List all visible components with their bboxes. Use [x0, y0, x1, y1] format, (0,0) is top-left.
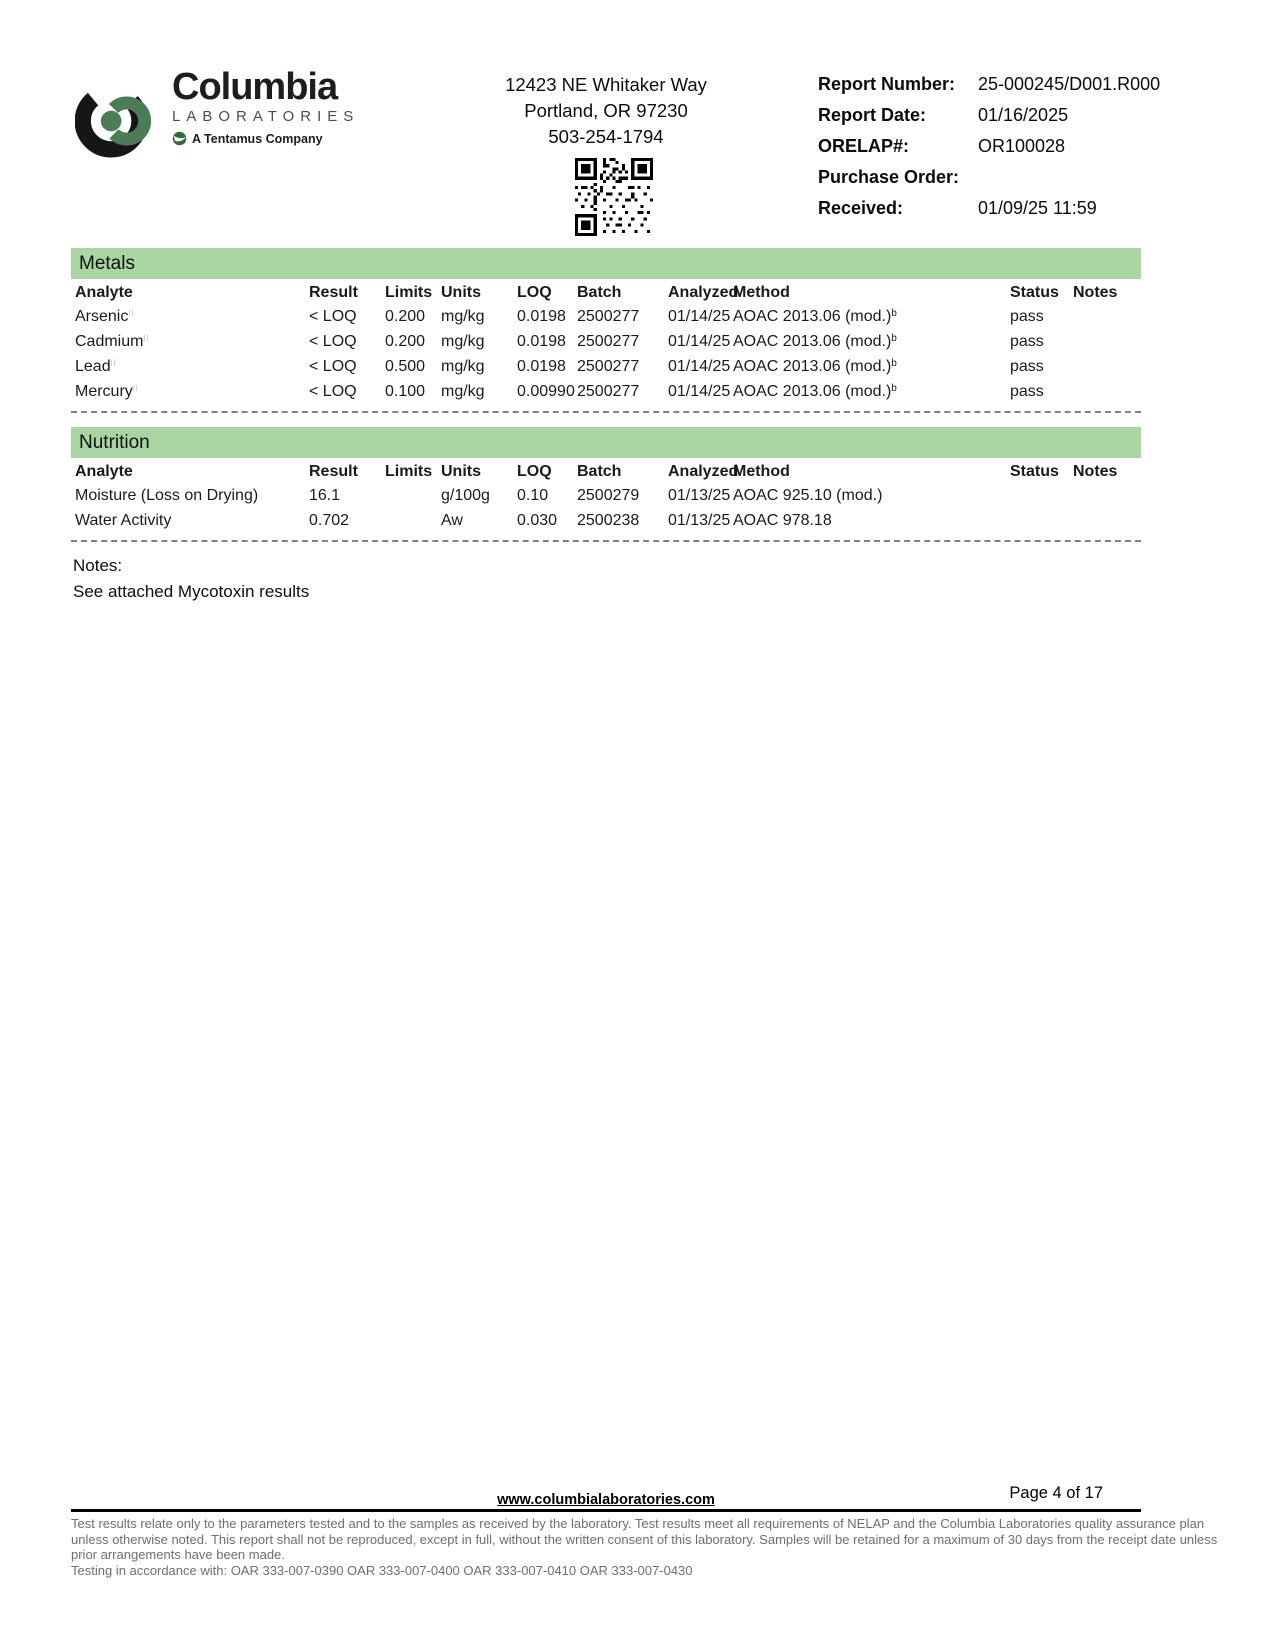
col-analyte: Analyte — [75, 463, 133, 480]
cell-result: < LOQ — [309, 382, 357, 400]
col-method: Method — [733, 284, 790, 301]
col-status: Status — [1010, 284, 1059, 301]
lab-address — [430, 72, 782, 150]
cell-result: < LOQ — [309, 307, 357, 325]
cell-notes — [1073, 329, 1141, 354]
col-result: Result — [309, 284, 358, 301]
orelap-value: OR100028 — [978, 136, 1066, 156]
cell-analyte — [71, 304, 309, 329]
received-label: Received: — [818, 198, 904, 218]
website-link[interactable]: www.columbialaboratories.com — [497, 1492, 715, 1508]
cell-method — [733, 354, 1010, 379]
method-name: AOAC 2013.06 (mod.) — [733, 307, 892, 325]
cell-status: pass — [1010, 307, 1044, 325]
report-number-label: Report Number: — [818, 74, 956, 94]
cell-batch: 2500238 — [577, 511, 640, 529]
cell-analyte: Water Activity — [75, 511, 172, 529]
brand-subtitle: LABORATORIES — [172, 108, 360, 125]
method-footnote: b — [891, 382, 897, 394]
tentamus-leaf-icon — [172, 131, 187, 146]
cell-result: < LOQ — [309, 332, 357, 350]
col-analyzed: Analyzed — [668, 284, 739, 301]
table-row — [71, 329, 1141, 354]
table-row — [71, 483, 1141, 508]
disclaimer-line: unless otherwise noted. This report shall not be reproduced, except in full, without the written consent of this laboratory. Samples will be retained for a maximum of 30 days from the receipt date unless — [71, 1531, 1218, 1547]
cell-analyzed: 01/14/25 — [668, 307, 731, 325]
col-loq: LOQ — [517, 284, 552, 301]
cell-batch: 2500279 — [577, 486, 640, 504]
analyte-name: Mercury — [75, 382, 133, 400]
cell-analyte — [71, 379, 309, 404]
cell-analyzed: 01/14/25 — [668, 332, 731, 350]
cell-units: mg/kg — [441, 332, 485, 350]
cell-analyte: Moisture (Loss on Drying) — [75, 486, 259, 504]
notes-label: Notes: — [73, 556, 123, 575]
cell-limits: 0.100 — [385, 382, 426, 400]
tentamus-tagline — [172, 131, 359, 146]
footnote-mark: ll — [143, 332, 150, 343]
footer-divider — [71, 1509, 1141, 1512]
orelap-label: ORELAP#: — [818, 136, 910, 156]
nutrition-section-header: Nutrition — [71, 427, 1141, 458]
cell-loq: 0.00990 — [517, 382, 575, 400]
address-line1: 12423 NE Whitaker Way — [505, 74, 707, 95]
method-footnote: b — [891, 332, 897, 344]
cell-loq: 0.0198 — [517, 307, 566, 325]
nutrition-header-row — [71, 461, 1141, 483]
cell-method: AOAC 925.10 (mod.) — [733, 486, 883, 504]
cell-notes — [1073, 354, 1141, 379]
col-loq: LOQ — [517, 463, 552, 480]
cell-units: Aw — [441, 511, 463, 529]
analyte-name: Cadmium — [75, 332, 144, 350]
cell-loq: 0.10 — [517, 486, 549, 504]
notes-text: See attached Mycotoxin results — [73, 582, 310, 601]
cell-batch: 2500277 — [577, 357, 640, 375]
cell-status: pass — [1010, 357, 1044, 375]
cell-method — [733, 329, 1010, 354]
brand-name: Columbia — [172, 66, 338, 108]
col-result: Result — [309, 463, 358, 480]
disclaimer-line: Test results relate only to the parameters tested and to the samples as received by the laboratory. Test results meet all requirements of NELAP and the Columbia Laboratories quality assurance plan — [71, 1516, 1205, 1531]
footnote-mark: ll — [110, 357, 117, 368]
qr-code-icon — [575, 158, 653, 236]
nutrition-table — [71, 461, 1141, 533]
cell-notes — [1073, 508, 1141, 533]
col-batch: Batch — [577, 463, 622, 480]
section-divider — [71, 540, 1141, 542]
table-row — [71, 379, 1141, 404]
report-date-label: Report Date: — [818, 105, 927, 125]
cell-limits: 0.200 — [385, 307, 426, 325]
method-name: AOAC 2013.06 (mod.) — [733, 382, 892, 400]
address-line2: Portland, OR 97230 — [524, 100, 688, 121]
cell-batch: 2500277 — [577, 332, 640, 350]
cell-status: pass — [1010, 332, 1044, 350]
cell-batch: 2500277 — [577, 382, 640, 400]
col-units: Units — [441, 463, 481, 480]
method-name: AOAC 2013.06 (mod.) — [733, 357, 892, 375]
cell-analyzed: 01/13/25 — [668, 511, 731, 529]
cell-limits: 0.200 — [385, 332, 426, 350]
cell-analyzed: 01/13/25 — [668, 486, 731, 504]
cell-limits — [385, 508, 441, 533]
purchase-order-label: Purchase Order: — [818, 167, 960, 187]
col-limits: Limits — [385, 284, 433, 301]
col-batch: Batch — [577, 284, 622, 301]
page-number: Page 4 of 17 — [1009, 1484, 1103, 1502]
cell-analyte — [71, 329, 309, 354]
col-limits: Limits — [385, 463, 433, 480]
analyte-name: Arsenic — [75, 307, 129, 325]
method-name: AOAC 2013.06 (mod.) — [733, 332, 892, 350]
cell-units: mg/kg — [441, 357, 485, 375]
col-status: Status — [1010, 463, 1059, 480]
received-value: 01/09/25 11:59 — [978, 198, 1097, 218]
columbia-c-logo-icon — [75, 78, 161, 164]
cell-notes — [1073, 483, 1141, 508]
cell-loq: 0.030 — [517, 511, 558, 529]
analyte-name: Lead — [75, 357, 111, 375]
cell-status: pass — [1010, 382, 1044, 400]
method-footnote: b — [891, 307, 897, 319]
metals-section-header: Metals — [71, 248, 1141, 279]
method-footnote: b — [891, 357, 897, 369]
cell-notes — [1073, 379, 1141, 404]
website-container — [71, 1491, 1141, 1509]
footer-disclaimer — [71, 1516, 1218, 1578]
address-phone: 503-254-1794 — [548, 126, 664, 147]
table-row — [71, 354, 1141, 379]
footnote-mark: ll — [132, 382, 139, 393]
cell-units: g/100g — [441, 486, 490, 504]
cell-result: < LOQ — [309, 357, 357, 375]
cell-notes — [1073, 304, 1141, 329]
col-units: Units — [441, 284, 481, 301]
cell-analyzed: 01/14/25 — [668, 382, 731, 400]
cell-status — [1010, 508, 1073, 533]
cell-status — [1010, 483, 1073, 508]
cell-analyzed: 01/14/25 — [668, 357, 731, 375]
disclaimer-line: prior arrangements have been made. — [71, 1547, 285, 1562]
section-divider — [71, 411, 1141, 413]
table-row — [71, 508, 1141, 533]
cell-units: mg/kg — [441, 382, 485, 400]
cell-units: mg/kg — [441, 307, 485, 325]
report-number-value: 25-000245/D001.R000 — [978, 74, 1161, 94]
cell-method — [733, 379, 1010, 404]
metals-header-row — [71, 282, 1141, 304]
col-notes: Notes — [1073, 463, 1118, 480]
col-notes: Notes — [1073, 284, 1118, 301]
col-method: Method — [733, 463, 790, 480]
table-row — [71, 304, 1141, 329]
tagline-text: A Tentamus Company — [192, 131, 323, 146]
cell-result: 0.702 — [309, 511, 350, 529]
cell-limits: 0.500 — [385, 357, 426, 375]
col-analyte: Analyte — [75, 284, 133, 301]
cell-method: AOAC 978.18 — [733, 511, 832, 529]
cell-analyte — [71, 354, 309, 379]
cell-loq: 0.0198 — [517, 332, 566, 350]
col-analyzed: Analyzed — [668, 463, 739, 480]
disclaimer-line: Testing in accordance with: OAR 333-007-0390 OAR 333-007-0400 OAR 333-007-0410 OAR 333-007-0430 — [71, 1562, 693, 1578]
report-info — [818, 74, 1178, 229]
cell-method — [733, 304, 1010, 329]
cell-batch: 2500277 — [577, 307, 640, 325]
metals-table — [71, 282, 1141, 404]
cell-result: 16.1 — [309, 486, 341, 504]
footnote-mark: ll — [128, 307, 135, 318]
report-date-value: 01/16/2025 — [978, 105, 1069, 125]
cell-loq: 0.0198 — [517, 357, 566, 375]
cell-limits — [385, 483, 441, 508]
